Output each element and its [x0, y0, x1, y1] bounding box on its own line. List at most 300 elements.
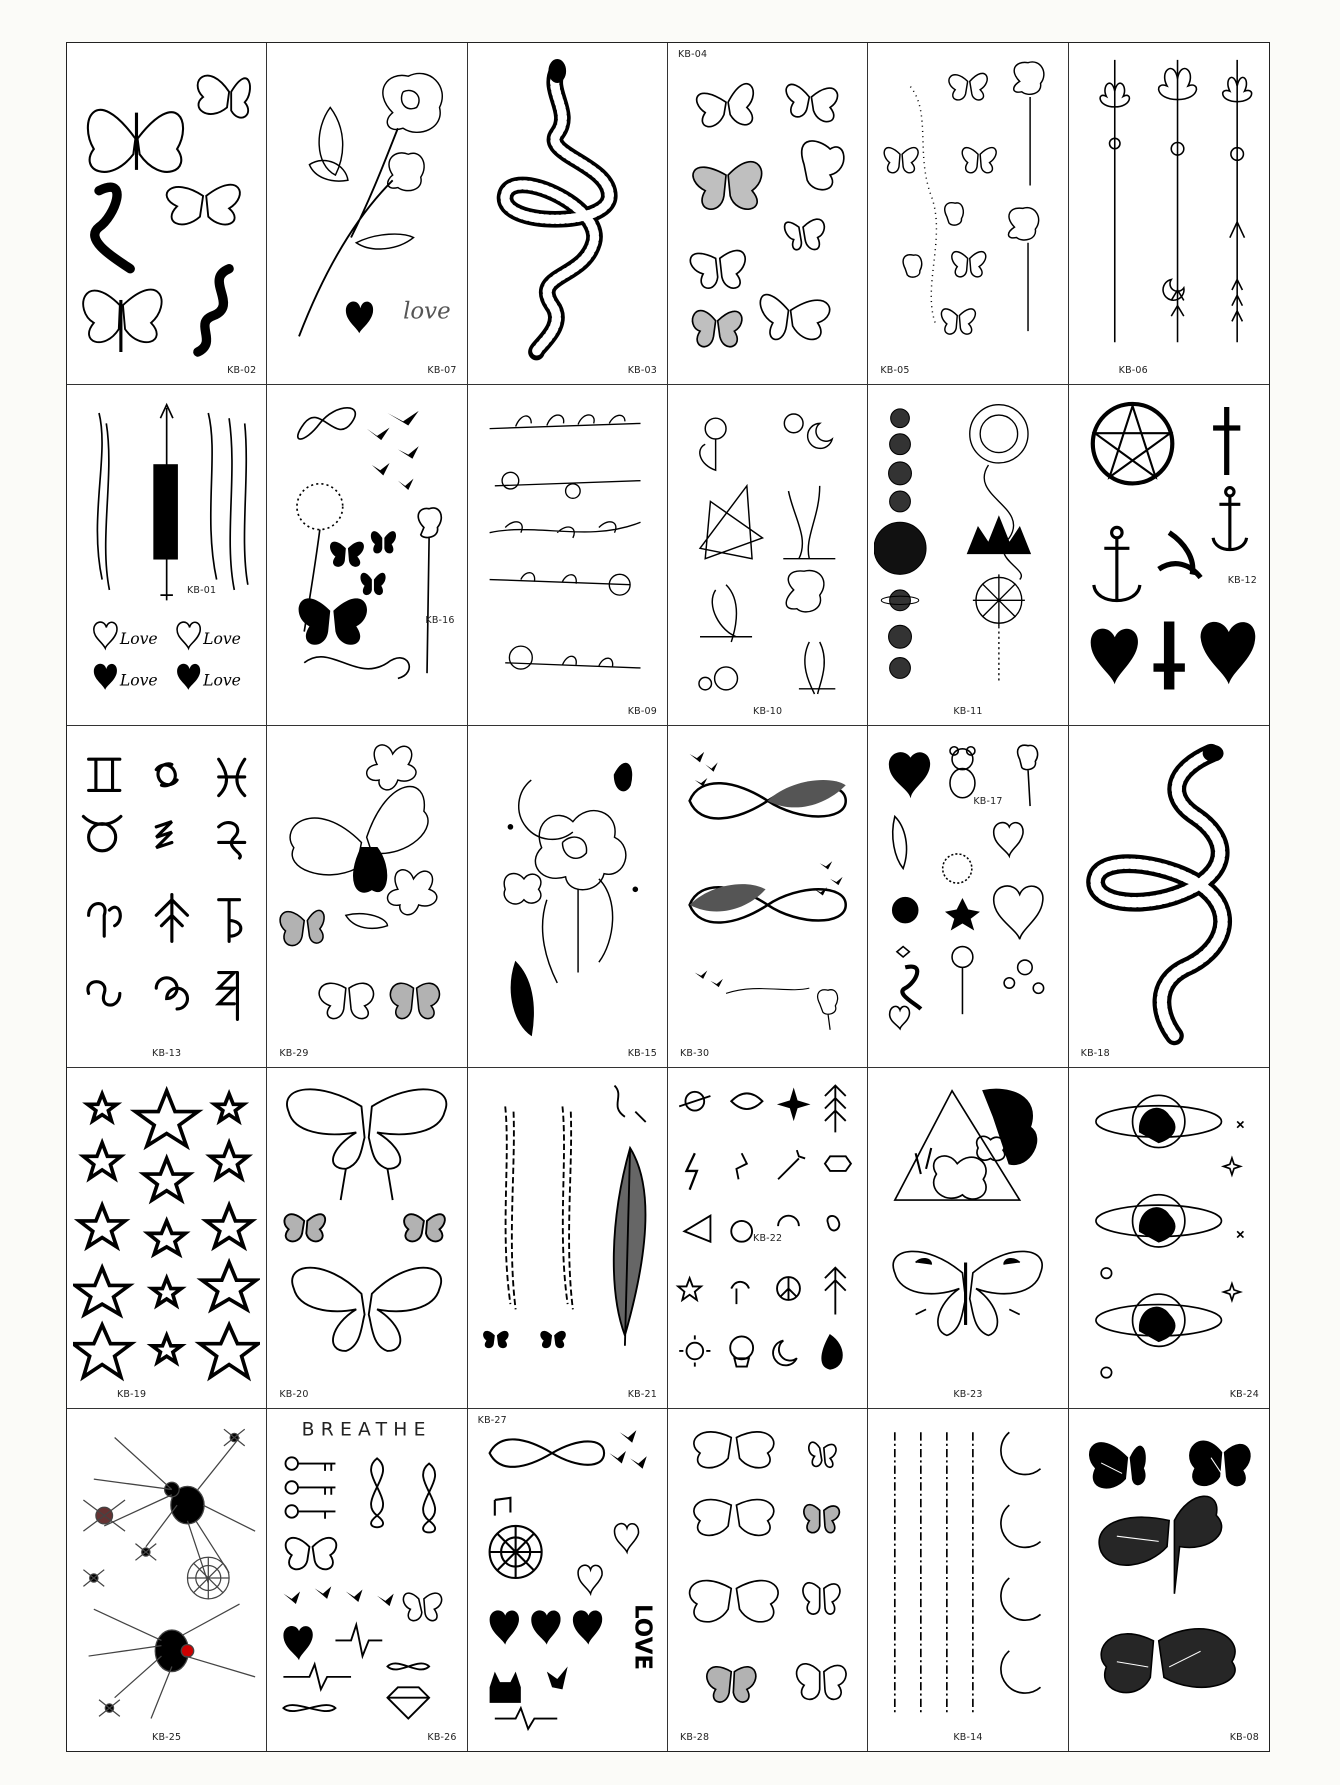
infinity-icon — [423, 1464, 435, 1533]
bird-icon — [630, 1457, 647, 1469]
tattoo-card-kb-12 — [1069, 385, 1269, 727]
heartbeat-icon — [284, 1665, 352, 1690]
feather-icon — [613, 1148, 645, 1346]
moons-script-art — [874, 1415, 1061, 1731]
design-code: KB-04 — [677, 49, 708, 60]
tattoo-card-kb-17 — [868, 726, 1068, 1068]
planet-icon — [1101, 1367, 1111, 1377]
tattoo-card-kb-29 — [267, 726, 467, 1068]
heart-icon — [284, 1626, 313, 1660]
leaf-icon — [893, 817, 907, 869]
butterfly-icon — [692, 311, 741, 347]
moon-icon — [1001, 1433, 1041, 1475]
tattoo-card-kb-19 — [67, 1068, 267, 1410]
tattoo-card-kb-10 — [668, 385, 868, 727]
rose-icon — [419, 508, 442, 673]
pentagram-icon — [1092, 404, 1172, 484]
design-code: KB-08 — [1229, 1732, 1259, 1743]
skull-icon — [730, 1336, 753, 1366]
planet-icon — [1096, 1194, 1222, 1246]
design-code: KB-06 — [1118, 364, 1148, 376]
breathe-mix-art — [273, 1415, 460, 1731]
infinity-icon — [388, 1664, 430, 1670]
tattoo-card-kb-08 — [1069, 1409, 1269, 1751]
feather-script-art — [474, 1074, 661, 1389]
flower-icon — [489, 572, 629, 594]
infinity-icon — [284, 1705, 336, 1711]
star-icon — [947, 900, 978, 929]
star-icon — [1237, 1121, 1243, 1127]
svg-text:Love: Love — [203, 629, 241, 648]
heart-icon — [94, 622, 117, 648]
design-code: KB-02 — [227, 364, 257, 376]
planet-icon — [1096, 1294, 1222, 1346]
butterflies-art-2 — [273, 1074, 460, 1389]
small-icons-art — [674, 1074, 861, 1389]
spiders-art — [73, 1415, 260, 1731]
butterfly-icon — [785, 219, 825, 250]
breathe-text: BREATHE — [301, 1419, 433, 1441]
butterfly-icon — [894, 1251, 1043, 1335]
snake-icon — [95, 187, 130, 269]
leaf-icon — [346, 914, 388, 929]
snake-icon — [198, 269, 229, 352]
leaf-branch-icon — [489, 521, 640, 537]
flower-icon — [494, 472, 640, 498]
rose-icon — [1014, 62, 1044, 186]
design-code: KB-28 — [679, 1732, 710, 1743]
tattoo-card-kb-16 — [267, 385, 467, 727]
butterfly-icon — [391, 983, 440, 1018]
butterfly-icon — [693, 162, 762, 209]
butterfly-icon — [1101, 1629, 1235, 1693]
bird-icon — [830, 877, 842, 885]
tattoo-card-kb-14 — [868, 1409, 1068, 1751]
butterfly-icon — [963, 148, 997, 173]
bird-icon — [284, 1592, 301, 1604]
infinity-icon — [489, 1440, 603, 1467]
bird-icon — [315, 1587, 332, 1599]
butterfly-icon — [361, 572, 386, 594]
wand-icon — [778, 1150, 805, 1179]
rose-icon — [383, 73, 442, 132]
bird-icon — [705, 763, 717, 772]
fox-rose-butterfly-art — [874, 1074, 1061, 1389]
heart-icon — [573, 1611, 602, 1645]
music-icon — [494, 1498, 510, 1516]
snake-art — [474, 49, 661, 364]
butterfly-icon — [694, 1500, 774, 1536]
butterfly-icon — [1099, 1497, 1221, 1594]
design-code: KB-03 — [627, 364, 657, 376]
design-code: KB-11 — [953, 706, 983, 718]
tattoo-card-kb-27 — [468, 1409, 668, 1751]
anchor-icon — [1213, 496, 1246, 550]
butterfly-icon — [952, 252, 986, 277]
star-icon — [678, 1278, 701, 1300]
heart-icon — [177, 622, 200, 648]
flower-icon — [784, 414, 803, 433]
triangle-icon — [700, 485, 762, 558]
large-butterflies-art — [1075, 1415, 1263, 1731]
butterfly-icon — [1189, 1442, 1249, 1486]
butterfly-icon — [694, 1432, 774, 1468]
peace-icon — [777, 1277, 800, 1300]
key-icon — [286, 1482, 336, 1496]
flower-icon — [943, 854, 972, 883]
wave-planets-art — [1075, 1074, 1263, 1389]
tattoo-card-kb-20 — [267, 1068, 467, 1410]
bird-icon — [695, 971, 707, 979]
svg-text:Love: Love — [119, 671, 158, 690]
rose-icon — [827, 1216, 839, 1231]
spider-icon — [83, 1500, 125, 1531]
key-icon — [286, 1506, 336, 1520]
tattoo-card-kb-24 — [1069, 1068, 1269, 1410]
moon-icon — [778, 1215, 799, 1225]
flower-icon — [699, 667, 738, 690]
planet-icon — [889, 462, 912, 485]
flower-icon — [504, 874, 541, 905]
butterfly-icon — [285, 1214, 326, 1241]
infinity-icon — [305, 656, 410, 678]
heart-love-row — [94, 622, 241, 690]
star-icon — [1223, 1283, 1240, 1300]
rose-icon — [786, 570, 824, 611]
moon-icon — [773, 1340, 797, 1365]
spider-icon — [99, 1700, 120, 1717]
design-code: KB-09 — [627, 706, 657, 718]
moon-icon — [1001, 1651, 1041, 1693]
butterfly-icon — [885, 148, 919, 173]
peony-moon-art — [474, 732, 661, 1047]
butterfly-icon — [786, 84, 837, 121]
design-code: KB-18 — [1080, 1047, 1110, 1059]
design-code: KB-19 — [117, 1389, 147, 1401]
butterfly-icon — [293, 1268, 442, 1351]
butterfly-icon — [83, 290, 161, 352]
heartbeat-icon — [336, 1625, 383, 1656]
botanical-art — [674, 391, 861, 706]
rose-icon — [818, 990, 838, 1030]
web-icon — [489, 1526, 541, 1578]
butterflies-art-3 — [674, 1415, 861, 1731]
arrow-icon — [825, 1268, 846, 1315]
butterfly-icon — [330, 541, 364, 566]
stars-art — [73, 1074, 260, 1389]
planet-icon — [890, 491, 911, 512]
lotus-icon — [1222, 60, 1251, 342]
tattoo-card-kb-05 — [868, 43, 1068, 385]
butterfly-icon — [760, 295, 829, 340]
butterfly-icon — [280, 911, 324, 946]
bird-icon — [398, 478, 414, 489]
leaf-icon — [357, 234, 414, 249]
design-code: KB-15 — [627, 1047, 657, 1059]
heart-icon — [578, 1566, 602, 1594]
design-code: KB-17 — [973, 796, 1003, 808]
triangle-icon — [684, 1215, 710, 1241]
leaf-icon — [731, 1282, 749, 1304]
butterfly-icon — [803, 1583, 840, 1614]
tattoo-card-kb-01 — [67, 385, 267, 727]
planet-icon — [1101, 1268, 1111, 1278]
design-code: KB-26 — [427, 1732, 457, 1743]
svg-text:Love: Love — [203, 671, 241, 690]
tattoo-card-kb-15 — [468, 726, 668, 1068]
tattoo-card-kb-26 — [267, 1409, 467, 1751]
design-code: KB-29 — [279, 1047, 309, 1059]
lightning-icon — [686, 1153, 696, 1189]
birds-butterflies-art — [273, 391, 460, 706]
snake-icon — [1095, 745, 1223, 1036]
snake-icon — [903, 967, 921, 1009]
infinity-icon — [298, 407, 356, 438]
infinity-snake-art — [1075, 732, 1263, 1047]
butterfly-icon — [167, 185, 240, 225]
web-icon — [187, 1558, 229, 1600]
star-icon — [780, 1091, 807, 1118]
heart-icon — [1090, 628, 1137, 684]
bird-icon — [377, 1594, 394, 1606]
flower-icon — [505, 646, 640, 669]
mini-doodles-art — [874, 732, 1061, 1047]
bird-icon — [398, 446, 419, 458]
spider-icon — [83, 1570, 104, 1587]
design-code: KB-13 — [152, 1047, 182, 1059]
spider-icon — [94, 1438, 255, 1584]
butterfly-icon — [804, 1505, 839, 1533]
heart-icon — [994, 823, 1023, 856]
butterfly-icon — [690, 1581, 779, 1622]
tattoo-card-kb-09 — [468, 385, 668, 727]
peony-icon — [535, 811, 625, 890]
rose-icon — [388, 153, 424, 191]
lotus-arrows-art — [1075, 49, 1263, 364]
butterflies-art — [674, 49, 861, 364]
snake-icon — [505, 60, 609, 352]
planet-icon — [679, 1092, 710, 1111]
design-code: KB-01 — [187, 584, 217, 596]
eye-icon — [731, 1093, 762, 1109]
heart-icon — [1200, 621, 1255, 683]
butterfly-icon — [942, 309, 976, 334]
butterfly-icon — [697, 84, 754, 127]
design-code: KB-22 — [753, 1232, 783, 1244]
butterfly-icon — [540, 1331, 566, 1348]
love-text: LOVE — [628, 1604, 655, 1671]
planet-icon — [891, 408, 910, 427]
design-code: KB-27 — [477, 1415, 507, 1427]
butterfly-icon — [299, 598, 367, 644]
zodiac-icon — [83, 759, 244, 1019]
moon-icon — [518, 780, 572, 839]
butterfly-icon — [802, 141, 844, 190]
planet-icon — [874, 522, 926, 574]
design-code: KB-10 — [753, 706, 783, 718]
butterfly-icon — [198, 76, 250, 118]
flower-icon — [388, 870, 437, 915]
planet-icon — [893, 898, 918, 923]
tattoo-card-kb-22 — [668, 1068, 868, 1410]
butterfly-icon — [286, 1538, 337, 1569]
butterfly-icon — [371, 531, 396, 553]
design-code: KB-05 — [880, 364, 910, 376]
design-code: KB-24 — [1229, 1389, 1259, 1401]
butterfly-icon — [1089, 1443, 1144, 1488]
flower-icon — [799, 642, 835, 694]
bird-icon — [619, 1431, 636, 1443]
compass-icon — [968, 404, 1030, 683]
arrow-icon — [825, 1085, 846, 1132]
bird-icon — [388, 411, 419, 426]
moon-icon — [1001, 1578, 1041, 1620]
rose-icon — [1009, 208, 1039, 332]
tattoo-card-kb-03 — [468, 43, 668, 385]
bird-icon — [690, 752, 705, 762]
tattoo-card-kb-23 — [868, 1068, 1068, 1410]
moon-icon — [1001, 1506, 1041, 1548]
leaf-branch-icon — [489, 415, 640, 429]
flower-icon — [897, 947, 909, 957]
butterfly-icon — [797, 1664, 846, 1700]
tattoo-sheet — [66, 42, 1270, 1752]
star-icon — [73, 1091, 258, 1377]
heart-icon — [890, 1007, 910, 1029]
tattoo-card-kb-11 — [868, 385, 1068, 727]
moon-icon — [808, 423, 833, 448]
design-code: KB-14 — [953, 1732, 983, 1743]
flower-icon — [700, 584, 752, 641]
cross-icon — [1213, 407, 1240, 475]
svg-text:Love: Love — [119, 629, 158, 648]
planet-icon — [890, 590, 911, 611]
rose-icon — [903, 255, 922, 277]
lotus-icon — [1100, 60, 1129, 342]
planet-icon — [889, 625, 912, 648]
design-code: KB-20 — [279, 1389, 309, 1401]
butterfly-icon — [949, 73, 987, 100]
tattoo-card-kb-13 — [67, 726, 267, 1068]
planet-icon — [1096, 1095, 1222, 1147]
sun-icon — [679, 1335, 710, 1366]
branches-flowers-art — [474, 391, 661, 706]
heart-icon — [890, 753, 930, 796]
bear-icon — [950, 747, 975, 798]
bird-icon — [372, 463, 390, 475]
leaf-icon — [511, 962, 533, 1035]
flower-icon — [367, 745, 416, 790]
anchor-icon — [1093, 537, 1139, 600]
bird-icon — [346, 1590, 363, 1602]
flower-icon — [952, 947, 973, 1015]
bird-icon — [710, 979, 722, 987]
tattoo-card-kb-04 — [668, 43, 868, 385]
zodiac-art — [73, 732, 260, 1047]
script-arrows-art — [73, 391, 260, 706]
butterfly-icon — [690, 250, 745, 288]
star-icon — [1237, 1231, 1243, 1237]
design-code: KB-16 — [425, 614, 455, 626]
bird-icon — [609, 1451, 626, 1463]
tattoo-card-kb-06 — [1069, 43, 1269, 385]
heart-icon — [531, 1611, 560, 1645]
tattoo-card-kb-18 — [1069, 726, 1269, 1068]
design-code: KB-12 — [1227, 574, 1257, 586]
tattoo-card-kb-02 — [67, 43, 267, 385]
star-icon — [736, 1153, 746, 1179]
heart-icon — [614, 1524, 638, 1552]
butterfly-icon — [287, 1089, 446, 1169]
butterflies-roses-art — [874, 49, 1061, 364]
star-icon — [1223, 1158, 1240, 1175]
butterfly-icon — [707, 1667, 756, 1702]
bird-icon — [367, 427, 390, 439]
rose-icon — [945, 203, 964, 225]
butterfly-icon — [404, 1594, 442, 1622]
feather-icon — [690, 884, 766, 911]
heart-icon — [489, 1611, 518, 1645]
bird-icon — [547, 1667, 568, 1690]
fish-icon — [731, 1221, 752, 1242]
butterfly-flowers-art — [273, 732, 460, 1047]
cat-icon — [489, 1672, 520, 1703]
design-code: KB-25 — [152, 1732, 182, 1743]
tattoo-card-kb-07 — [267, 43, 467, 385]
flame-icon — [822, 1335, 842, 1368]
feather-icon — [768, 780, 846, 807]
butterfly-snake-art — [73, 49, 260, 364]
rose-icon — [1018, 745, 1038, 806]
heart-icon — [177, 663, 200, 689]
cross-icon — [1153, 621, 1184, 689]
crystal-icon — [825, 1156, 851, 1171]
planet-icon — [890, 433, 911, 454]
butterfly-icon — [88, 110, 183, 172]
planet-icon — [890, 657, 911, 678]
heart-icon — [94, 663, 117, 689]
design-code: KB-21 — [627, 1389, 657, 1401]
flower-icon — [700, 418, 726, 470]
love-script: love — [403, 298, 451, 325]
design-code: KB-30 — [679, 1047, 710, 1059]
infinity-feather-art — [674, 732, 861, 1047]
tattoo-card-kb-21 — [468, 1068, 668, 1410]
bird-icon — [820, 861, 832, 869]
butterfly-icon — [483, 1331, 509, 1348]
rose-icon — [934, 1156, 987, 1199]
butterfly-icon — [404, 1214, 445, 1241]
tattoo-card-kb-28 — [668, 1409, 868, 1751]
heartbeat-icon — [494, 1708, 556, 1729]
diamond-icon — [388, 1688, 430, 1719]
planets-compass-art — [874, 391, 1061, 706]
gothic-symbols-art — [1075, 391, 1263, 706]
leaf-icon — [614, 764, 631, 791]
design-code: KB-23 — [953, 1389, 983, 1401]
butterfly-icon — [809, 1443, 836, 1468]
spider-icon — [89, 1604, 256, 1718]
design-code: KB-07 — [427, 364, 457, 376]
heart-icon — [346, 301, 373, 333]
key-icon — [286, 1458, 336, 1472]
flower-icon — [783, 485, 835, 558]
butterfly-icon — [319, 983, 373, 1018]
heart-icon — [994, 886, 1043, 939]
tattoo-card-kb-25 — [67, 1409, 267, 1751]
tattoo-card-kb-30 — [668, 726, 868, 1068]
infinity-icon — [371, 1459, 383, 1528]
